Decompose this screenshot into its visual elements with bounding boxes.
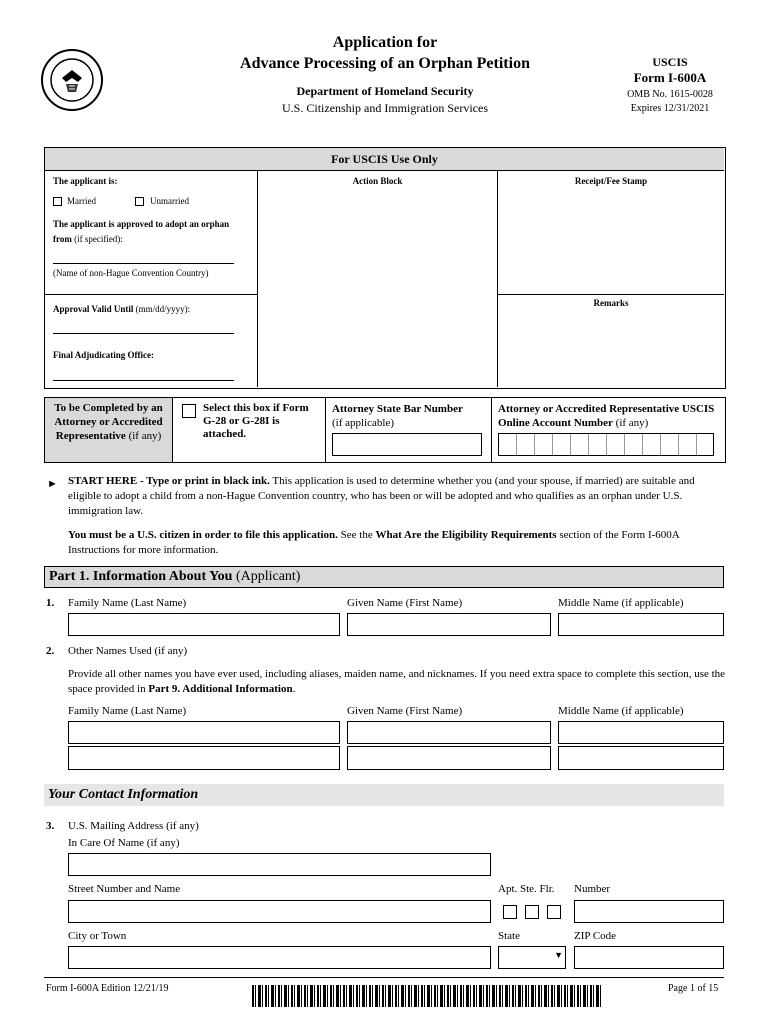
- other-names-instructions: Provide all other names you have ever used, including aliases, maiden name, and nicknames. If you need extra space to complete this section, use the space provided in Part 9. Additional Information.: [68, 668, 726, 695]
- approval-valid-label: Approval Valid Until (mm/dd/yyyy):: [53, 304, 191, 314]
- unit-number-field[interactable]: [574, 900, 724, 923]
- department-name: Department of Homeland Security: [296, 84, 474, 98]
- q1-number: 1.: [46, 597, 55, 609]
- attorney-completed-label: To be Completed by an Attorney or Accredited Representative (if any): [45, 398, 173, 462]
- final-office-label: Final Adjudicating Office:: [53, 350, 154, 360]
- other-family-name-field-1[interactable]: [68, 721, 340, 744]
- city-label: City or Town: [68, 930, 127, 942]
- footer-rule: [44, 977, 724, 978]
- street-label: Street Number and Name: [68, 883, 181, 895]
- divider: [497, 170, 498, 387]
- apt-checkbox[interactable]: [503, 905, 517, 919]
- country-hint: (Name of non-Hague Convention Country): [53, 268, 209, 278]
- bar-number-field[interactable]: [332, 433, 482, 456]
- part1-heading: Part 1. Information About You (Applicant): [44, 566, 724, 588]
- flr-checkbox[interactable]: [547, 905, 561, 919]
- final-office-line[interactable]: [53, 380, 234, 381]
- given-name-label: Given Name (First Name): [347, 597, 463, 609]
- unit-number-label: Number: [574, 883, 611, 895]
- expiration-date: Expires 12/31/2021: [630, 103, 710, 114]
- state-select[interactable]: [498, 946, 566, 969]
- form-number: Form I-600A: [633, 70, 707, 85]
- zip-field[interactable]: [574, 946, 724, 969]
- other-middle-name-field-1[interactable]: [558, 721, 724, 744]
- bar-number-label: Attorney State Bar Number (if applicable): [332, 403, 463, 429]
- form-title-line1: Application for: [332, 34, 438, 51]
- uscis-label: USCIS: [652, 55, 688, 69]
- form-title-line2: Advance Processing of an Orphan Petition: [240, 55, 530, 72]
- uscis-use-heading: For USCIS Use Only: [45, 148, 724, 171]
- approved-country-label: The applicant is approved to adopt an orphan from (if specified):: [53, 219, 230, 244]
- dhs-seal: [40, 48, 104, 112]
- mailing-address-label: U.S. Mailing Address (if any): [68, 820, 199, 832]
- online-account-field[interactable]: [498, 433, 714, 456]
- divider: [497, 294, 724, 295]
- edition-label: Form I-600A Edition 12/21/19: [46, 983, 169, 994]
- unmarried-checkbox[interactable]: [135, 197, 144, 206]
- given-name-field[interactable]: [347, 613, 551, 636]
- other-given-name-field-1[interactable]: [347, 721, 551, 744]
- married-label: Married: [67, 196, 96, 206]
- other-given-name-label: Given Name (First Name): [347, 705, 463, 717]
- remarks-label: Remarks: [593, 298, 629, 308]
- divider: [257, 170, 258, 387]
- q3-number: 3.: [46, 820, 55, 832]
- other-names-label: Other Names Used (if any): [68, 645, 188, 657]
- receipt-stamp-label: Receipt/Fee Stamp: [574, 176, 648, 186]
- applicant-is-label: The applicant is:: [53, 176, 118, 186]
- start-here-text: START HERE - Type or print in black ink. This application is used to determine whether you (and your spouse, if married) are suitable and eligible to adopt a child from a non-Hague Convention country, who has been or will be adopted and who qualifies as an orphan under U.S. immigration law.: [68, 475, 695, 517]
- barcode: [252, 985, 602, 1007]
- arrow-icon: ►: [47, 478, 58, 490]
- action-block-label: Action Block: [352, 176, 403, 186]
- other-family-name-field-2[interactable]: [68, 746, 340, 770]
- contact-heading: Your Contact Information: [44, 784, 724, 806]
- family-name-label: Family Name (Last Name): [68, 597, 187, 609]
- agency-name: U.S. Citizenship and Immigration Services: [282, 101, 488, 115]
- zip-label: ZIP Code: [574, 930, 617, 942]
- middle-name-label: Middle Name (if applicable): [558, 597, 684, 609]
- divider: [491, 397, 492, 462]
- family-name-field[interactable]: [68, 613, 340, 636]
- divider: [44, 294, 257, 295]
- care-of-field[interactable]: [68, 853, 491, 876]
- apt-ste-flr-label: Apt. Ste. Flr.: [498, 883, 555, 895]
- online-account-label: Attorney or Accredited Representative USCIS Online Account Number (if any): [498, 403, 715, 429]
- approval-date-line[interactable]: [53, 333, 234, 334]
- other-middle-name-field-2[interactable]: [558, 746, 724, 770]
- omb-number: OMB No. 1615-0028: [627, 89, 713, 100]
- married-checkbox[interactable]: [53, 197, 62, 206]
- citizen-requirement-text: You must be a U.S. citizen in order to file this application. See the What Are the Eligibility Requirements section of the Form I-600A Instructions for more information.: [68, 529, 680, 556]
- chevron-down-icon: ▼: [554, 950, 563, 960]
- other-middle-name-label: Middle Name (if applicable): [558, 705, 684, 717]
- care-of-label: In Care Of Name (if any): [68, 837, 180, 849]
- other-family-name-label: Family Name (Last Name): [68, 705, 187, 717]
- divider: [325, 397, 326, 462]
- page-number: Page 1 of 15: [668, 983, 719, 994]
- unmarried-label: Unmarried: [150, 196, 189, 206]
- other-given-name-field-2[interactable]: [347, 746, 551, 770]
- city-field[interactable]: [68, 946, 491, 969]
- g28-select-label: Select this box if Form G-28 or G-28I is attached.: [203, 402, 309, 440]
- street-field[interactable]: [68, 900, 491, 923]
- middle-name-field[interactable]: [558, 613, 724, 636]
- country-line[interactable]: [53, 263, 234, 264]
- ste-checkbox[interactable]: [525, 905, 539, 919]
- q2-number: 2.: [46, 645, 55, 657]
- g28-attached-checkbox[interactable]: [182, 404, 196, 418]
- state-label: State: [498, 930, 520, 942]
